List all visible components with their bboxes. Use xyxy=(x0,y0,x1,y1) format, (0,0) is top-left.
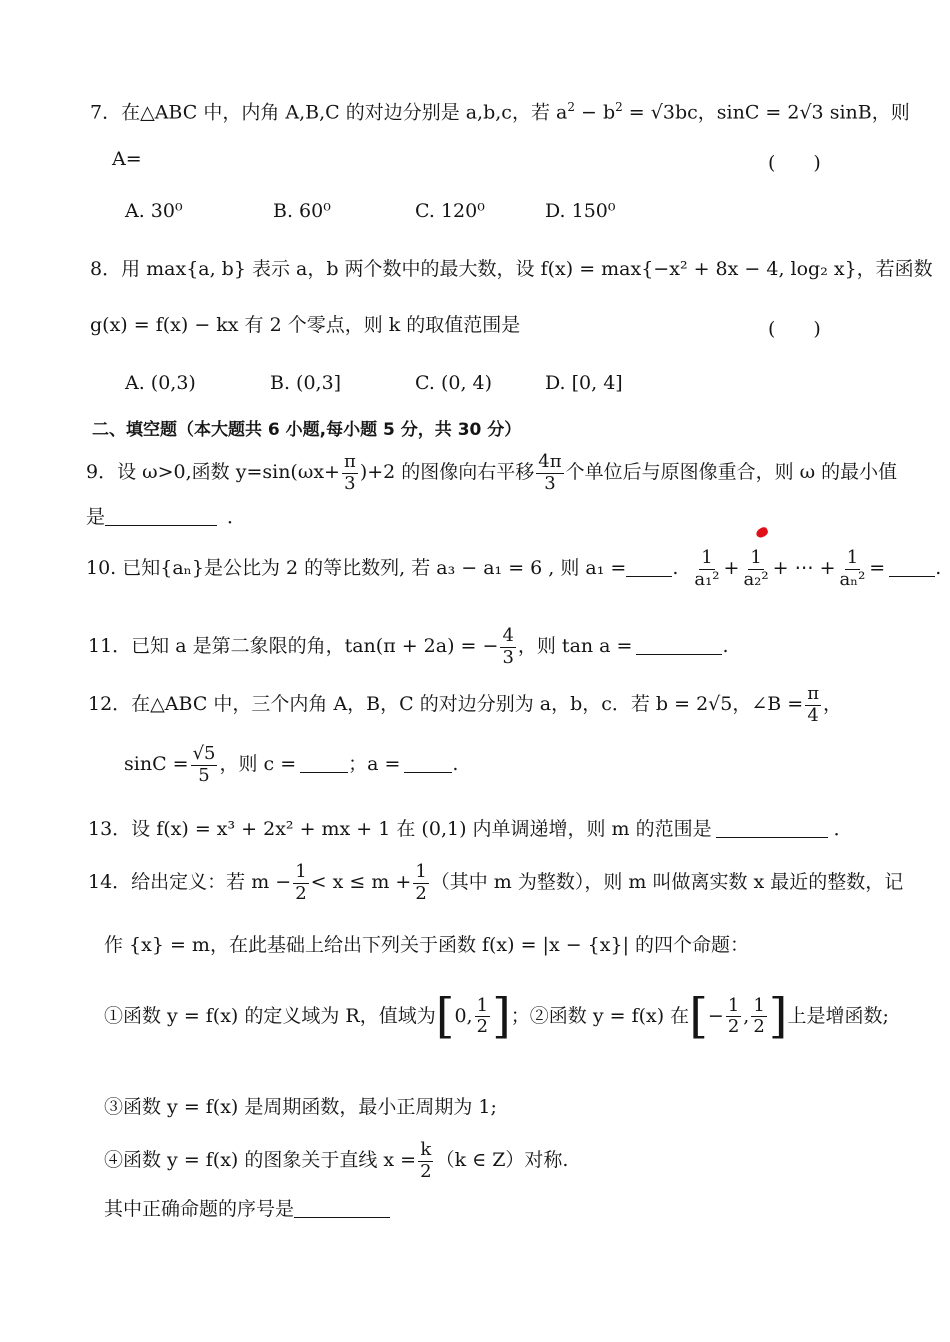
q10-f1-num: 1 xyxy=(701,547,713,568)
q10-f1-den: a₁² xyxy=(694,568,720,590)
q14-p2-n2: 1 xyxy=(753,994,765,1016)
q14-part3: （其中 m 为整数），则 m 叫做离实数 x 最近的整数，记 xyxy=(430,871,904,894)
q14-p1a: ①函数 y = f(x) 的定义域为 R，值域为 xyxy=(104,1004,436,1027)
q14-frac2-den: 2 xyxy=(415,882,427,904)
q8-answer-paren: ( ) xyxy=(768,318,821,340)
q7-sup1: 2 xyxy=(567,100,575,114)
q14-p1-den: 2 xyxy=(476,1016,489,1038)
q10-answer-blank-1[interactable] xyxy=(626,558,672,577)
q11-answer-blank[interactable] xyxy=(636,636,722,655)
q10-f3-num: 1 xyxy=(846,547,859,568)
q14-p4a: ④函数 y = f(x) 的图象关于直线 x = xyxy=(104,1149,417,1172)
q14-p4-frac xyxy=(418,1140,433,1182)
q14-p1b: ；②函数 y = f(x) 在 xyxy=(510,1004,690,1027)
q10-part1: 10. 已知{aₙ}是公比为 2 的等比数列, 若 a₃ − a₁ = 6 , 则 a₁ = xyxy=(86,557,627,580)
q14-frac2-num: 1 xyxy=(415,861,427,882)
q13-answer-blank[interactable] xyxy=(716,819,828,838)
q12-line2 xyxy=(124,744,458,786)
q10-f2-num: 1 xyxy=(750,547,762,568)
q12-frac-sqrt5-5 xyxy=(191,744,218,786)
q9-frac2-den: 3 xyxy=(544,472,556,494)
q14-p2-n1: 1 xyxy=(727,994,740,1016)
q14-frac2 xyxy=(413,862,428,904)
q12-frac2-num: √5 xyxy=(192,743,216,764)
q8-option-b: B. (0,3] xyxy=(270,372,342,394)
q10-frac2 xyxy=(741,548,770,590)
q13-text: 13．设 f(x) = x³ + 2x² + mx + 1 在 (0,1) 内单调递增，则 m 的范围是 xyxy=(88,818,712,840)
q14-final xyxy=(104,1198,390,1221)
q7-option-b: B. 60⁰ xyxy=(273,200,331,222)
q10-eq: = xyxy=(869,557,886,580)
q14-prop-3: ③函数 y = f(x) 是周期函数，最小正周期为 1; xyxy=(104,1096,497,1118)
q14-p2-rbracket: ] xyxy=(768,988,788,1044)
q7-line1 xyxy=(90,100,910,124)
q10-plus2: + ⋯ + xyxy=(772,557,836,580)
q7-option-a: A. 30⁰ xyxy=(125,200,183,222)
q9-answer-blank[interactable] xyxy=(105,507,217,526)
q13-line xyxy=(88,818,853,841)
q9-line2 xyxy=(86,506,246,529)
q10-line xyxy=(86,548,941,590)
q14-p2-d1: 2 xyxy=(727,1016,740,1038)
q14-p2-comma: , xyxy=(743,1004,750,1027)
q9-line2-text: 是 xyxy=(86,506,106,528)
q14-part2: < x ≤ m + xyxy=(310,871,412,894)
red-ink-mark xyxy=(755,526,770,539)
q11-part2: ，则 tan a = xyxy=(517,635,633,658)
q14-p1-num: 1 xyxy=(476,994,489,1016)
q8-option-c: C. (0, 4) xyxy=(415,372,493,394)
q12-part1-end: ， xyxy=(823,693,843,716)
q14-frac1-num: 1 xyxy=(295,861,307,882)
q14-answer-blank[interactable] xyxy=(294,1199,390,1218)
q11-end: . xyxy=(722,635,729,658)
q14-frac1-den: 2 xyxy=(295,882,307,904)
q14-p1-lbracket: [ xyxy=(435,988,455,1044)
q10-answer-blank-2[interactable] xyxy=(889,558,935,577)
q7-option-d: D. 150⁰ xyxy=(545,200,616,222)
q9-frac-pi-3 xyxy=(342,452,358,494)
q14-p4-num: k xyxy=(420,1139,432,1160)
q8-line1: 8．用 max{a, b} 表示 a，b 两个数中的最大数，设 f(x) = max{−x² + 8x − 4, log₂ x}，若函数 xyxy=(90,258,933,280)
q10-frac1 xyxy=(692,548,721,590)
q9-frac1-den: 3 xyxy=(344,472,356,494)
q14-p2-d2: 2 xyxy=(753,1016,765,1038)
q14-p1-rbracket: ] xyxy=(492,988,511,1044)
q9-line1 xyxy=(86,452,897,494)
q14-p2-frac2 xyxy=(751,996,766,1038)
section-heading: 二、填空题（本大题共 6 小题,每小题 5 分，共 30 分） xyxy=(92,420,522,440)
q9-line2-end: ． xyxy=(227,506,247,528)
q10-plus1: + xyxy=(723,557,740,580)
q14-prop-1-2 xyxy=(104,988,889,1046)
q12-answer-blank-a[interactable] xyxy=(404,754,452,773)
q12-frac-pi-4 xyxy=(805,684,821,726)
q9-part1: 9．设 ω>0,函数 y=sin(ωx+ xyxy=(86,461,340,484)
q8-option-d: D. [0, 4] xyxy=(545,372,623,394)
q12-frac1-num: π xyxy=(807,683,820,704)
q14-p4-den: 2 xyxy=(420,1160,432,1182)
q10-end: . xyxy=(935,557,942,580)
q14-line1 xyxy=(88,862,903,904)
q12-part1: 12．在△ABC 中，三个内角 A，B，C 的对边分别为 a，b，c．若 b = 2√5，∠B = xyxy=(88,693,804,716)
q14-p2-minus: − xyxy=(707,1004,724,1027)
q9-frac-4pi-3 xyxy=(536,452,563,494)
q12-part2: ，则 c = xyxy=(219,753,297,776)
q7-option-c: C. 120⁰ xyxy=(415,200,485,222)
q14-line2: 作 {x} = m，在此基础上给出下列关于函数 f(x) = |x − {x}| 的四个命题： xyxy=(104,934,750,956)
q14-prop-4 xyxy=(104,1140,568,1182)
q14-p1-zero: 0, xyxy=(454,1004,473,1027)
q10-f2-den: a₂² xyxy=(743,568,769,590)
q14-frac1 xyxy=(293,862,308,904)
q7-answer-paren: ( ) xyxy=(768,152,821,174)
q13-end: ． xyxy=(833,818,853,840)
q12-line1 xyxy=(88,684,842,726)
q9-part3: 个单位后与原图像重合，则 ω 的最小值 xyxy=(565,461,898,484)
q11-frac xyxy=(500,626,515,668)
q8-line2: g(x) = f(x) − kx 有 2 个零点，则 k 的取值范围是 xyxy=(90,314,521,336)
q12-answer-blank-c[interactable] xyxy=(300,754,348,773)
q7-text2: − b xyxy=(574,101,616,124)
q14-p2b: 上是增函数; xyxy=(787,1004,889,1027)
q9-part2: )+2 的图像向右平移 xyxy=(359,461,535,484)
q11-part1: 11．已知 a 是第二象限的角，tan(π + 2a) = − xyxy=(88,635,499,658)
q14-p4b: （k ∈ Z）对称. xyxy=(435,1149,569,1172)
q14-p2-frac1 xyxy=(726,996,741,1038)
q7-text3: = √3bc，sinC = 2√3 sinB，则 xyxy=(622,101,910,124)
q12-part3: ；a = xyxy=(348,753,401,776)
q14-p2-lbracket: [ xyxy=(689,988,708,1044)
q14-p1-frac xyxy=(475,996,490,1038)
q8-option-a: A. (0,3) xyxy=(125,372,196,394)
q7-text1: 7．在△ABC 中，内角 A,B,C 的对边分别是 a,b,c，若 a xyxy=(90,101,568,124)
q14-final-text: 其中正确命题的序号是 xyxy=(104,1198,295,1220)
q10-f3-den: aₙ² xyxy=(839,568,866,590)
q12-frac2-den: 5 xyxy=(198,764,210,786)
q7-line2: A= xyxy=(112,148,142,170)
q14-part1: 14．给出定义：若 m − xyxy=(88,871,292,894)
q11-frac-num: 4 xyxy=(502,625,514,646)
q7-sup2: 2 xyxy=(615,100,623,114)
q12-frac1-den: 4 xyxy=(807,704,819,726)
q12-sin: sinC = xyxy=(124,753,189,776)
q11-frac-den: 3 xyxy=(502,646,514,668)
q10-frac3 xyxy=(838,548,868,590)
q9-frac1-num: π xyxy=(343,451,356,472)
q9-frac2-num: 4π xyxy=(538,451,562,472)
q12-end: . xyxy=(452,753,459,776)
q11-line xyxy=(88,626,729,668)
q10-part2: . xyxy=(672,557,679,580)
